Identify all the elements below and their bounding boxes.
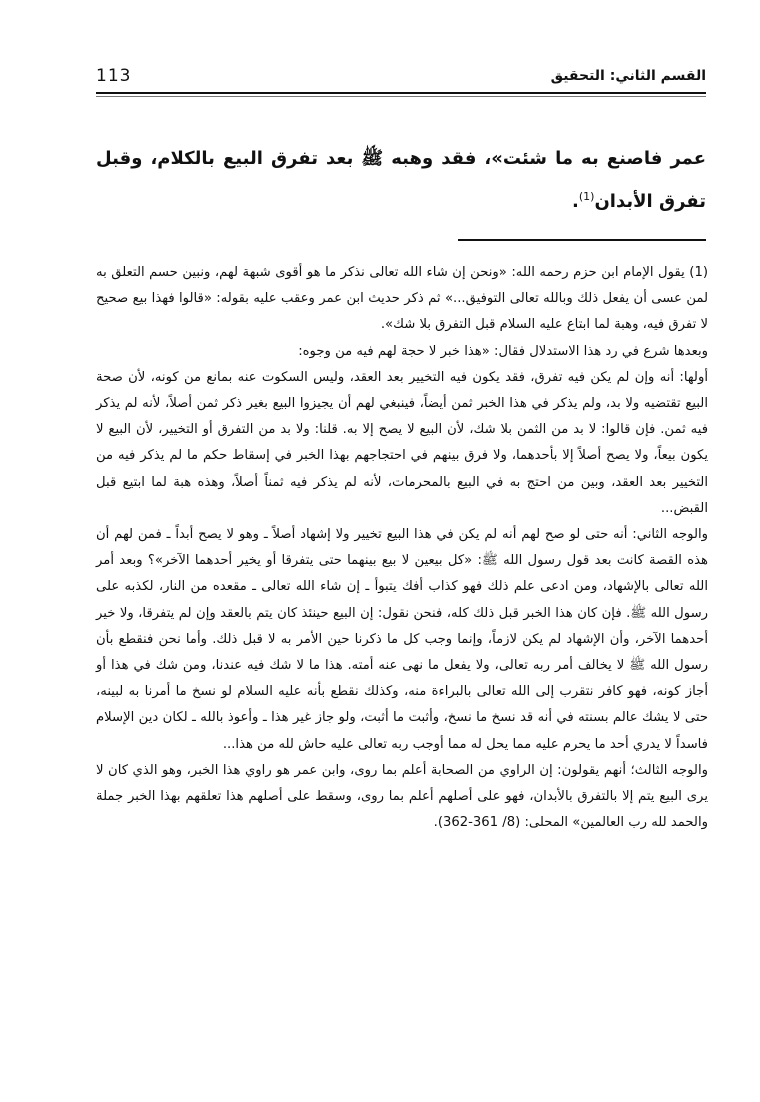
header-rule <box>96 92 706 94</box>
main-line-1: عمر فاصنع به ما شئت»، فقد وهبه ﷺ بعد تفرق البيع بالكلام، وقبل تفرق <box>96 148 706 212</box>
main-body-text <box>96 140 706 221</box>
footnote-paragraph-5: والوجه الثالث؛ أنهم يقولون: إن الراوي من الصحابة أعلم بما روى، وابن عمر هو راوي هذا الخبر، وهو الذي كان لا يرى البيع يتم إلا بالتفرق بالأبدان، فهو على أصلهم أعلم بما روى، وسقط على أصلهم هذا تعلقهم بهذا الخبر جملة والحمد لله رب العالمين» المحلى: (8/ 361-362). <box>96 762 708 831</box>
footnote-text: يقول الإمام ابن حزم رحمه الله: «ونحن إن شاء الله تعالى نذكر ما هو أقوى شبهة لهم، ونبين حسم التعلق به لمن عسى أن يفعل ذلك وبالله تعالى التوفيق...» ثم ذكر حديث ابن عمر وعقب عليه بقوله: «قالوا فهذا بيع صحيح لا تفرق فيه، وهبة لما ابتاع عليه السلام قبل التفرق بلا شك». <box>96 265 708 333</box>
main-line-2: الأبدان <box>594 191 653 212</box>
main-line-2-end: . <box>572 191 579 212</box>
running-header <box>96 68 706 90</box>
footnote-number: (1) <box>689 265 708 280</box>
footnote-separator <box>458 239 706 241</box>
footnote-paragraph-4: والوجه الثاني: أنه حتى لو صح لهم أنه لم يكن في هذا البيع تخيير ولا إشهاد أصلاً ـ وهو لا يصح أبداً ـ فمن لهم أن هذه القصة كانت بعد قول رسول الله ﷺ: «كل بيعين لا بيع بينهما حتى يتفرقا أو يخير أحدهما الآخر»؟ وبعد أمر الله تعالى بالإشهاد، ومن ادعى علم ذلك فهو كذاب أفك يتبوأ ـ إن شاء الله تعالى ـ مقعده من النار، لكذبه على رسول الله ﷺ. فإن كان هذا الخبر قبل ذلك كله، فنحن نقول: إن البيع حينئذ كان يتم بالعقد وإن لم يتفرقا، ولا خير أحدهما الآخر، وأن الإشهاد لم يكن لازماً، وإنما وجب كل ما ذكرنا حين الأمر به لا قبل ذلك. وأما نحن فنقطع بأن رسول الله ﷺ لا يخالف أمر ربه تعالى، ولا يفعل ما نهى عنه أمته. هذا ما لا شك فيه عندنا، ومن شك في هذا أو أجاز كونه، فهو كافر نتقرب إلى الله تعالى بالبراءة منه، وكذلك نقطع بأنه عليه السلام لو نسخ ما أمرنا به لبينه، حتى لا يشك عالم بسنته في أنه قد نسخ ما نسخ، وأثبت ما أثبت، ولو جاز غير هذا ـ وأعوذ بالله ـ لكان دين الإسلام فاسداً لا يدري أحد ما يحرم عليه مما يحل له مما أوجب ربه تعالى عليه حاش لله من هذا... <box>96 527 708 752</box>
page-number: 113 <box>96 66 132 86</box>
header-rule-thin <box>96 96 706 97</box>
footnote-paragraph-1 <box>96 260 708 339</box>
footnote-paragraph-2: وبعدها شرع في رد هذا الاستدلال فقال: «هذا خبر لا حجة لهم فيه من وجوه: <box>298 343 708 359</box>
footnotes-section <box>96 260 708 836</box>
footnote-reference: (1) <box>578 190 595 203</box>
section-title: القسم الثاني: التحقيق <box>550 68 706 84</box>
footnote-paragraph-3: أولها: أنه وإن لم يكن فيه تفرق، فقد يكون فيه التخيير بعد العقد، وليس السكوت عنه بمانع من كونه، لأن صحة البيع تقتضيه ولا بد، ولم يذكر في هذا الخبر ثمن أيضاً، فينبغي لهم أن يجيزوا البيع بغير ذكر ثمن أصلاً، لأنه لم يذكر فيه ثمن. فإن قالوا: لا بد من الثمن بلا شك، لأن البيع لا يصح إلا به. قلنا: ولا بد من التفرق أو التخيير، لأن البيع لا يكون بيعاً، ولا يصح أصلاً إلا بأحدهما، ولا فرق بينهم في احتجاجهم بهذا الخبر في إسقاط حكم ما لم يذكر فيه من التخيير بعد العقد، وبين من احتج به في البيع بالمحرمات، لأنه لم يذكر فيه ثمناً أصلاً، وهذه هبة لما ابتيع قبل القبض... <box>96 369 708 516</box>
